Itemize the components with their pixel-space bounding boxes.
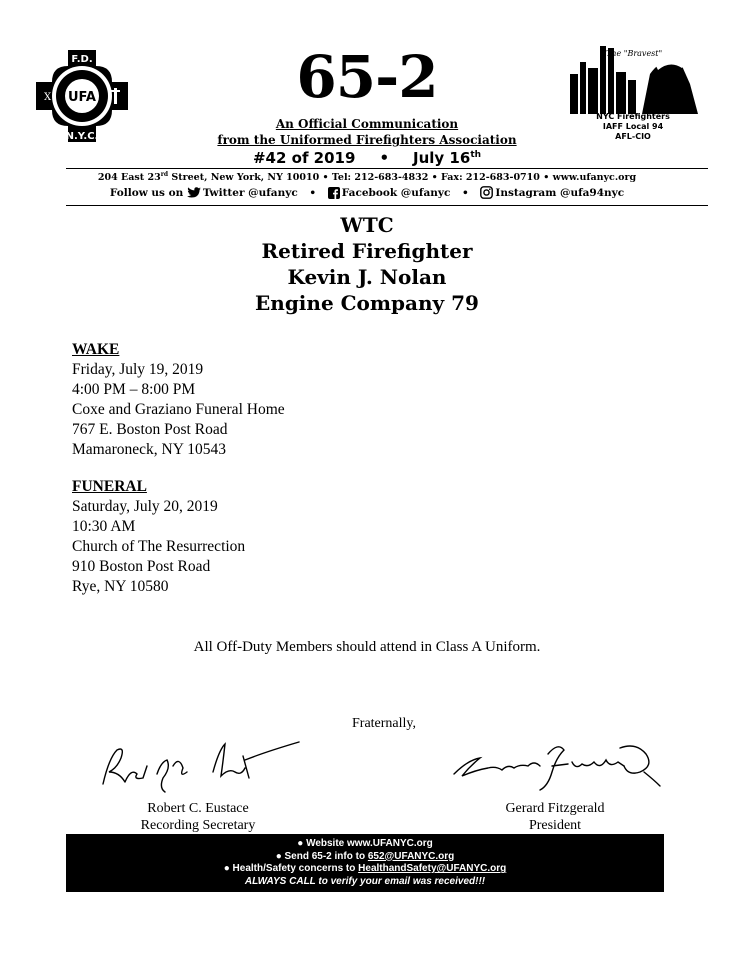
footer-website: ● Website www.UFANYC.org [297,838,433,849]
wake-time: 4:00 PM – 8:00 PM [72,381,196,398]
communication-line-1: An Official Communication [275,117,459,131]
funeral-time: 10:30 AM [72,518,136,535]
title-line-2: Retired Firefighter [261,239,473,263]
signer-name: Gerard Fitzgerald [505,801,605,816]
signature-fitzgerald [448,736,664,794]
closing-text: Fraternally, [352,716,417,731]
issue-number: #42 of 2019 [252,149,356,167]
header-divider-bottom [66,205,708,206]
logo-line-1: NYC Firefighters [596,112,670,121]
logo-line-3: AFL-CIO [615,132,651,141]
funeral-date: Saturday, July 20, 2019 [72,498,218,515]
funeral-street: 910 Boston Post Road [72,558,211,575]
wake-heading: WAKE [72,341,120,358]
svg-text:X: X [44,92,52,103]
wake-date: Friday, July 19, 2019 [72,361,204,378]
issue-date-suffix: th [470,150,482,160]
funeral-section [72,477,245,597]
footer-contact-box [66,834,664,892]
seal-bottom-text: N.Y.C. [65,131,99,142]
address-contact-line: 204 East 23rd Street, New York, NY 10010 • Tel: 212-683-4832 • Fax: 212-683-0710 • www.ufanyc.org [97,171,637,184]
funeral-city: Rye, NY 10580 [72,578,169,595]
header-divider-top [66,168,708,169]
facebook-handle: Facebook @ufanyc [341,187,451,199]
email-link-652[interactable]: 652@UFANYC.org [367,850,455,862]
title-line-3: Kevin J. Nolan [287,265,447,289]
footer-verify-note: ALWAYS CALL to verify your email was received!!! [244,875,486,887]
title-line-1: WTC [340,213,394,237]
issue-date: July 16 [413,149,471,167]
signer-fitzgerald [470,800,640,834]
funeral-venue: Church of The Resurrection [72,538,246,555]
signer-title: Recording Secretary [140,818,256,833]
title-line-4: Engine Company 79 [255,291,479,315]
logo-tagline: The "Bravest" [606,49,663,58]
footer-send-info: ● Send 65-2 info to 652@UFANYC.org [275,850,455,862]
facebook-icon [328,187,340,202]
issue-separator: • [379,149,390,167]
follow-label: Follow us on [109,187,184,199]
funeral-heading: FUNERAL [72,478,147,495]
social-media-line: Follow us on Twitter @ufanyc • Facebook @ufanyc • Instagram @ufa94nyc [0,186,734,202]
nyc-logo-text [560,112,706,142]
signer-title: President [528,818,582,833]
signer-eustace [110,800,286,834]
email-link-health-safety[interactable]: HealthandSafety@UFANYC.org [358,863,507,875]
uniform-notice: All Off-Duty Members should attend in Class A Uniform. [193,639,541,655]
twitter-icon [187,187,201,202]
wake-street: 767 E. Boston Post Road [72,421,228,438]
twitter-handle: Twitter @ufanyc [202,187,298,199]
instagram-handle: Instagram @ufa94nyc [495,187,625,199]
bulletin-number: 65-2 [296,43,438,111]
signature-eustace [95,738,305,798]
wake-city: Mamaroneck, NY 10543 [72,441,226,458]
instagram-icon [480,186,493,202]
wake-venue: Coxe and Graziano Funeral Home [72,401,285,418]
wake-section [72,340,285,460]
issue-line [0,149,734,167]
footer-health-safety: ● Health/Safety concerns to HealthandSafety@UFANYC.org [223,863,507,875]
communication-line-2: from the Uniformed Firefighters Association [217,133,517,147]
seal-center-text: UFA [67,90,97,105]
seal-top-text: F.D. [71,54,93,65]
logo-line-2: IAFF Local 94 [602,122,664,131]
signer-name: Robert C. Eustace [147,801,249,816]
